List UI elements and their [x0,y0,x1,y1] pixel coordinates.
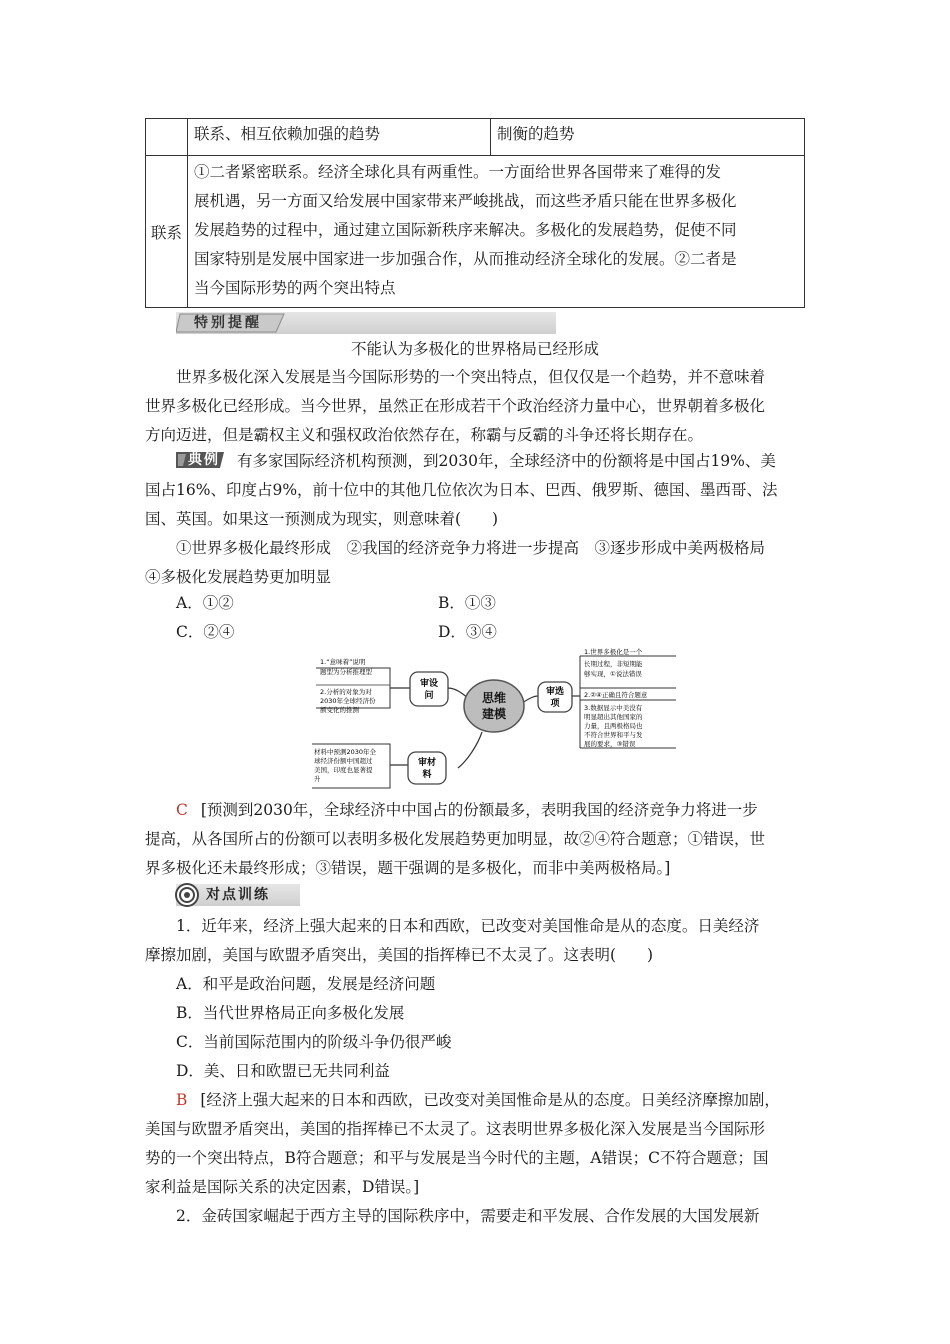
text-line: 美国与欧盟矛盾突出，美国的指挥棒已不太灵了。这表明世界多极化深入发展是当今国际形 [145,1120,766,1138]
tip-paragraph [145,363,825,450]
table-cell: 制衡的趋势 [491,119,805,156]
diagram-note-text: 够实现，①说法错误 [584,670,642,678]
diagram-note-text: 长期过程，非短期能 [584,660,643,668]
diagram-note-text: 明显超出其他国家的 [584,713,643,721]
text-line: 世界多极化已经形成。当今世界，虽然正在形成若干个政治经济力量中心，世界朝着多极化 [145,397,766,415]
training-banner [176,884,300,906]
text-line: 国家特别是发展中国家进一步加强合作，从而推动经济全球化的发展。②二者是 [194,250,737,268]
comparison-table [145,118,805,308]
table-cell: 联系、相互依赖加强的趋势 [188,119,491,156]
diagram-note-text: 升 [314,775,321,783]
text-line: 势的一个突出特点，B符合题意；和平与发展是当今时代的主题，A错误；C不符合题意；国 [145,1149,769,1167]
target-icon [174,882,200,908]
text-line: 发展趋势的过程中，通过建立国际新秩序来解决。多极化的发展趋势，促使不同 [194,221,737,239]
diagram-center-line2: 建模 [481,707,507,721]
text-line: 有多家国际经济机构预测，到2030年，全球经济中的份额将是中国占19%、美 [237,452,776,470]
diagram-note-text: 展的要求，③错误 [584,740,636,748]
option-line: D．美、日和欧盟已无共同利益 [176,1062,390,1080]
diagram-note-text: 1.“意味着”说明 [320,658,366,666]
text-line: 提高，从各国所占的份额可以表明多极化发展趋势更加明显，故②④符合题意；①错误，世 [145,830,766,848]
example-answer [145,796,825,883]
tip-badge-label: 特别提醒 [194,315,262,331]
question-1 [145,912,825,1231]
option-c: C．②④ [176,623,235,641]
text-line: 2．金砖国家崛起于西方主导的国际秩序中，需要走和平发展、合作发展的大国发展新 [176,1207,760,1225]
option-line: C．当前国际范围内的阶级斗争仍很严峻 [176,1033,452,1051]
tip-title: 不能认为多极化的世界格局已经形成 [350,340,599,358]
diagram-center-node [464,680,524,732]
diagram-node-text: 审选 [545,687,565,697]
table-row-label [146,119,188,156]
option-a: A．①② [176,594,234,612]
text-line: ④多极化发展趋势更加明显 [145,568,332,586]
diagram-note-text: 2030年全球经济份 [320,697,376,705]
text-line: 摩擦加剧，美国与欧盟矛盾突出，美国的指挥棒已不太灵了。这表明( ) [145,946,654,964]
text-line: 当今国际形势的两个突出特点 [194,279,396,297]
diagram-node-text: 审材 [417,758,437,768]
diagram-note-text: 1.世界多极化是一个 [584,648,643,656]
diagram-center-line1: 思维 [481,691,507,705]
table-row [146,119,805,156]
diagram-note-text: 3.数据显示中美没有 [584,704,643,712]
text-line: [经济上强大起来的日本和西欧，已改变对美国惟命是从的态度。日美经济摩擦加剧， [200,1091,780,1109]
diagram-node-text: 料 [422,770,432,780]
table-cell-connection [188,156,805,308]
text-line: 界多极化还未最终形成；③错误，题干强调的是多极化，而非中美两极格局。] [145,859,671,877]
thinking-model-diagram [308,648,680,794]
training-badge-label: 对点训练 [206,887,270,903]
text-line: 国占16%、印度占9%，前十位中的其他几位依次为日本、巴西、俄罗斯、德国、墨西哥、法 [145,481,778,499]
table-row-label: 联系 [146,156,188,308]
answer-letter: B [176,1091,188,1109]
diagram-note-text: 不符合世界和平与发 [584,731,643,739]
diagram-note-text: 额变化的推测 [320,706,359,714]
text-line: [预测到2030年，全球经济中中国占的份额最多，表明我国的经济竞争力将进一步 [200,801,758,819]
text-line: 展机遇，另一方面又给发展中国家带来严峻挑战，而这些矛盾只能在世界多极化 [194,192,737,210]
diagram-node-text: 项 [550,699,560,709]
text-line: 家利益是国际关系的决定因素，D错误。] [145,1178,420,1196]
answer-letter: C [176,801,188,819]
example-badge-label: 典例 [188,452,220,468]
diagram-note-text: 球经济份额中国超过 [314,757,373,765]
option-line: A．和平是政治问题，发展是经济问题 [176,975,436,993]
example-question [145,447,825,592]
table-row [146,156,805,308]
option-d: D．③④ [438,623,497,641]
text-line: 1．近年来，经济上强大起来的日本和西欧，已改变对美国惟命是从的态度。日美经济 [176,917,760,935]
text-line: 国、英国。如果这一预测成为现实，则意味着( ) [145,510,499,528]
diagram-note-text: 题型为分析推理型 [320,668,372,676]
text-line: 方向迈进，但是霸权主义和强权政治依然存在，称霸与反霸的斗争还将长期存在。 [145,426,704,444]
option-b: B．①③ [438,594,496,612]
text-line: ①世界多极化最终形成 ②我国的经济竞争力将进一步提高 ③逐步形成中美两极格局 [176,539,766,557]
diagram-note-text: 2.分析的对象为对 [320,688,372,696]
diagram-note-text: 材料中预测2030年全 [314,748,377,756]
diagram-note-text: 2.②④正确且符合题意 [584,691,648,699]
diagram-note-text: 力量，且两极格局也 [584,722,643,730]
diagram-node-text: 问 [424,691,434,701]
text-line: 世界多极化深入发展是当今国际形势的一个突出特点，但仅仅是一个趋势，并不意味着 [176,368,766,386]
diagram-node-text: 审设 [419,679,439,689]
option-line: B．当代世界格局正向多极化发展 [176,1004,405,1022]
diagram-note-text: 美国，印度也显著提 [314,766,373,774]
tip-banner [176,312,556,334]
text-line: ①二者紧密联系。经济全球化具有两重性。一方面给世界各国带来了难得的发 [194,163,722,181]
